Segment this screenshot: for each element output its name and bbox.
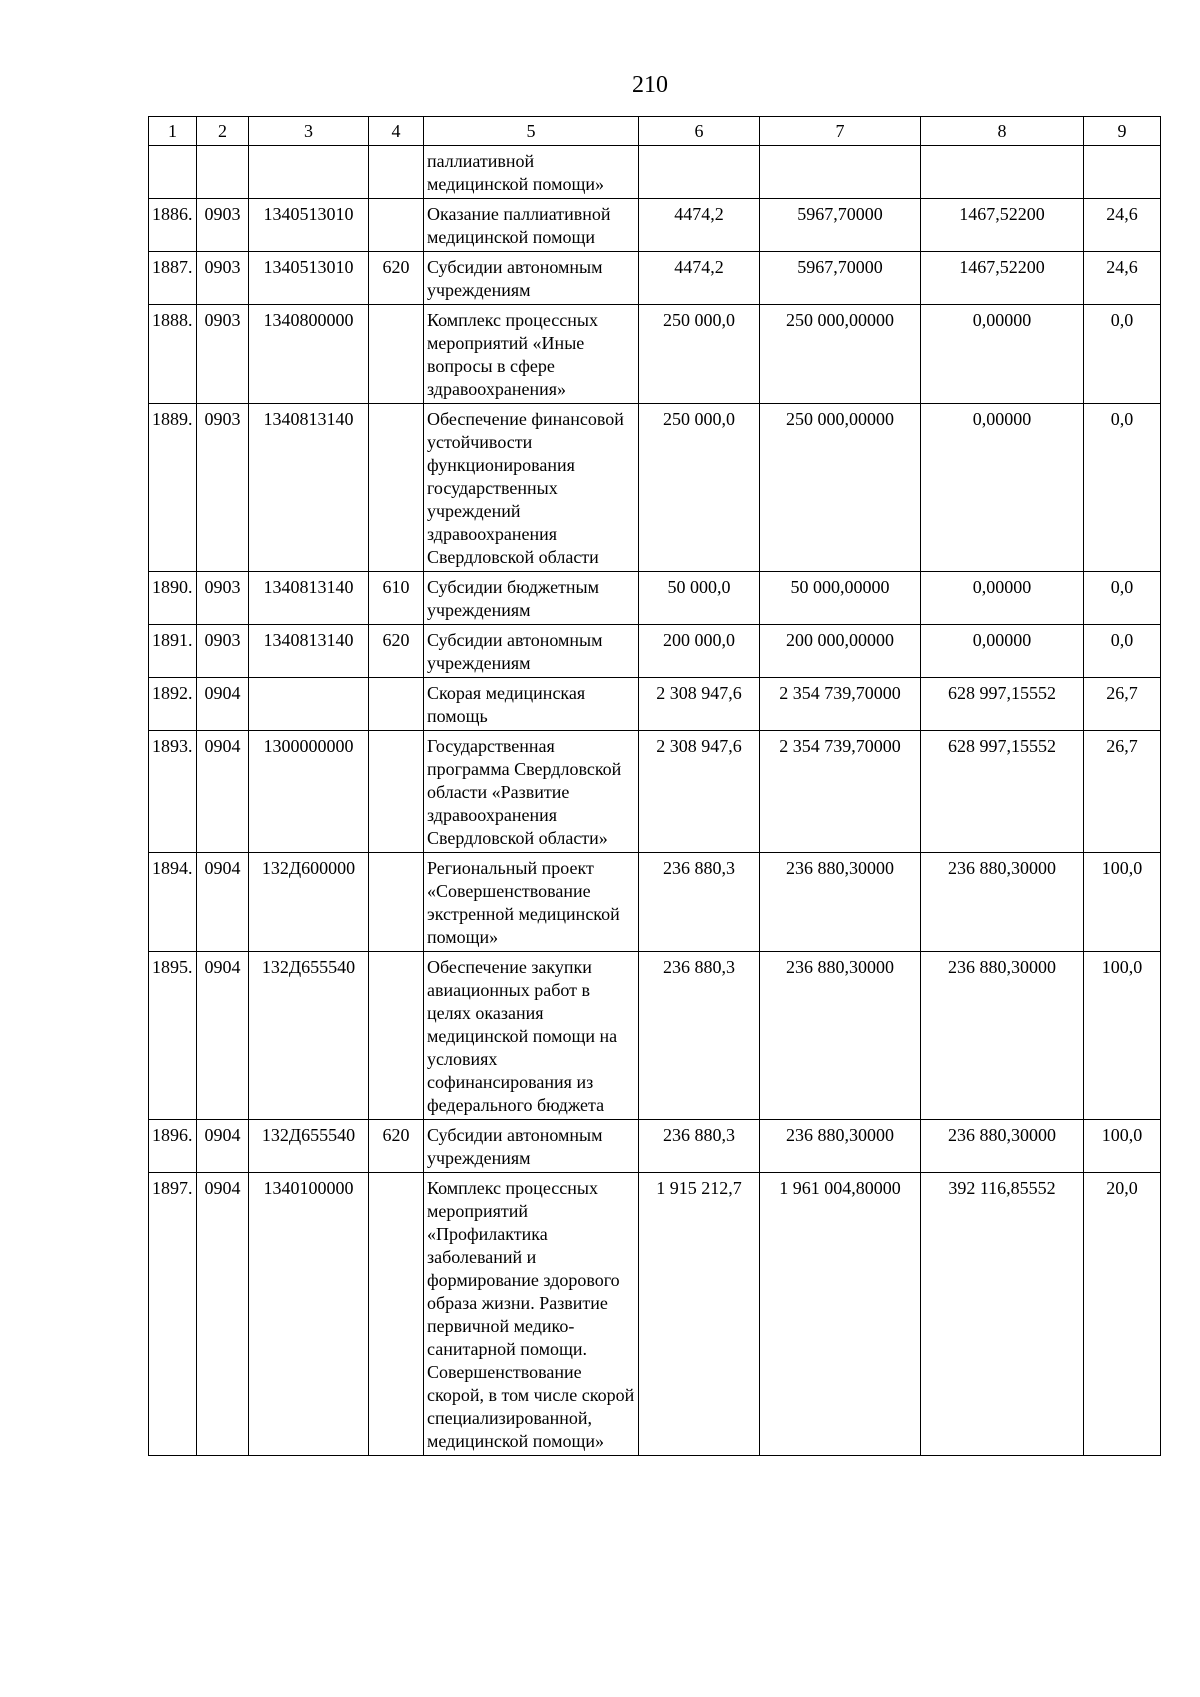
target-item-code-cell [249,146,369,199]
budget-list-amount-cell: 236 880,30000 [760,952,921,1120]
execution-percent-cell: 0,0 [1084,625,1161,678]
approved-amount-cell: 236 880,3 [639,853,760,952]
target-item-code-cell: 132Д655540 [249,1120,369,1173]
row-number-cell: 1896. [149,1120,197,1173]
section-code-cell: 0903 [197,572,249,625]
row-number-cell: 1893. [149,731,197,853]
header-cell-col-7: 7 [760,117,921,146]
approved-amount-cell: 250 000,0 [639,305,760,404]
header-cell-col-8: 8 [921,117,1084,146]
description-cell: Комплекс процессных мероприятий «Профилактика заболеваний и формирование здорового образа жизни. Развитие первичной медико-санитарной помощи. Совершенствование скорой, в том числе скорой специализированной, медицинской помощи» [424,1173,639,1456]
section-code-cell: 0904 [197,853,249,952]
table-row [149,1173,1161,1456]
executed-amount-cell: 0,00000 [921,404,1084,572]
executed-amount-cell: 0,00000 [921,305,1084,404]
target-item-code-cell [249,678,369,731]
description-cell: Субсидии автономным учреждениям [424,625,639,678]
approved-amount-cell [639,146,760,199]
target-item-code-cell: 1340813140 [249,625,369,678]
execution-percent-cell: 0,0 [1084,305,1161,404]
row-number-cell: 1892. [149,678,197,731]
header-cell-col-9: 9 [1084,117,1161,146]
execution-percent-cell: 100,0 [1084,952,1161,1120]
description-cell: Скорая медицинская помощь [424,678,639,731]
header-cell-col-2: 2 [197,117,249,146]
header-cell-col-4: 4 [369,117,424,146]
target-item-code-cell: 132Д655540 [249,952,369,1120]
executed-amount-cell: 236 880,30000 [921,853,1084,952]
expense-type-code-cell [369,952,424,1120]
description-cell: Субсидии бюджетным учреждениям [424,572,639,625]
approved-amount-cell: 4474,2 [639,199,760,252]
target-item-code-cell: 132Д600000 [249,853,369,952]
table-row [149,625,1161,678]
header-cell-col-5: 5 [424,117,639,146]
target-item-code-cell: 1340513010 [249,199,369,252]
header-row [149,117,1161,146]
approved-amount-cell: 2 308 947,6 [639,678,760,731]
expense-type-code-cell [369,1173,424,1456]
executed-amount-cell: 236 880,30000 [921,952,1084,1120]
approved-amount-cell: 2 308 947,6 [639,731,760,853]
row-number-cell: 1894. [149,853,197,952]
budget-list-amount-cell: 236 880,30000 [760,1120,921,1173]
section-code-cell: 0903 [197,404,249,572]
budget-list-amount-cell: 5967,70000 [760,199,921,252]
execution-percent-cell: 100,0 [1084,1120,1161,1173]
budget-list-amount-cell: 5967,70000 [760,252,921,305]
executed-amount-cell: 628 997,15552 [921,678,1084,731]
execution-percent-cell: 0,0 [1084,404,1161,572]
row-number-cell [149,146,197,199]
execution-percent-cell: 26,7 [1084,678,1161,731]
target-item-code-cell: 1340800000 [249,305,369,404]
execution-percent-cell: 100,0 [1084,853,1161,952]
target-item-code-cell: 1340100000 [249,1173,369,1456]
row-number-cell: 1887. [149,252,197,305]
table-row [149,305,1161,404]
expense-type-code-cell: 620 [369,252,424,305]
approved-amount-cell: 236 880,3 [639,1120,760,1173]
expense-type-code-cell [369,199,424,252]
page-number: 210 [632,72,668,98]
target-item-code-cell: 1340513010 [249,252,369,305]
budget-table [148,116,1161,1456]
budget-list-amount-cell [760,146,921,199]
budget-list-amount-cell: 200 000,00000 [760,625,921,678]
executed-amount-cell: 0,00000 [921,572,1084,625]
approved-amount-cell: 50 000,0 [639,572,760,625]
executed-amount-cell: 628 997,15552 [921,731,1084,853]
budget-list-amount-cell: 2 354 739,70000 [760,731,921,853]
target-item-code-cell: 1340813140 [249,404,369,572]
expense-type-code-cell: 620 [369,625,424,678]
section-code-cell [197,146,249,199]
description-cell: Обеспечение финансовой устойчивости функционирования государственных учреждений здравоохранения Свердловской области [424,404,639,572]
description-cell: паллиативной медицинской помощи» [424,146,639,199]
row-number-cell: 1888. [149,305,197,404]
header-cell-col-1: 1 [149,117,197,146]
table-row [149,731,1161,853]
executed-amount-cell: 236 880,30000 [921,1120,1084,1173]
description-cell: Оказание паллиативной медицинской помощи [424,199,639,252]
budget-list-amount-cell: 1 961 004,80000 [760,1173,921,1456]
executed-amount-cell: 392 116,85552 [921,1173,1084,1456]
table-row [149,146,1161,199]
executed-amount-cell: 1467,52200 [921,252,1084,305]
section-code-cell: 0904 [197,952,249,1120]
section-code-cell: 0903 [197,252,249,305]
section-code-cell: 0904 [197,1120,249,1173]
row-number-cell: 1890. [149,572,197,625]
table-row [149,678,1161,731]
section-code-cell: 0904 [197,678,249,731]
expense-type-code-cell: 620 [369,1120,424,1173]
approved-amount-cell: 200 000,0 [639,625,760,678]
budget-list-amount-cell: 236 880,30000 [760,853,921,952]
table-row [149,1120,1161,1173]
table-body [149,146,1161,1456]
section-code-cell: 0904 [197,731,249,853]
row-number-cell: 1895. [149,952,197,1120]
section-code-cell: 0903 [197,625,249,678]
budget-list-amount-cell: 2 354 739,70000 [760,678,921,731]
executed-amount-cell: 0,00000 [921,625,1084,678]
target-item-code-cell: 1340813140 [249,572,369,625]
section-code-cell: 0904 [197,1173,249,1456]
description-cell: Комплекс процессных мероприятий «Иные вопросы в сфере здравоохранения» [424,305,639,404]
row-number-cell: 1897. [149,1173,197,1456]
description-cell: Субсидии автономным учреждениям [424,252,639,305]
approved-amount-cell: 1 915 212,7 [639,1173,760,1456]
table-row [149,952,1161,1120]
table-row [149,853,1161,952]
expense-type-code-cell [369,678,424,731]
execution-percent-cell: 20,0 [1084,1173,1161,1456]
expense-type-code-cell [369,731,424,853]
header-cell-col-3: 3 [249,117,369,146]
approved-amount-cell: 250 000,0 [639,404,760,572]
table-row [149,252,1161,305]
description-cell: Региональный проект «Совершенствование экстренной медицинской помощи» [424,853,639,952]
expense-type-code-cell [369,305,424,404]
row-number-cell: 1889. [149,404,197,572]
table-row [149,404,1161,572]
section-code-cell: 0903 [197,199,249,252]
description-cell: Субсидии автономным учреждениям [424,1120,639,1173]
execution-percent-cell: 26,7 [1084,731,1161,853]
description-cell: Государственная программа Свердловской области «Развитие здравоохранения Свердловской области» [424,731,639,853]
description-cell: Обеспечение закупки авиационных работ в целях оказания медицинской помощи на условиях софинансирования из федерального бюджета [424,952,639,1120]
execution-percent-cell: 24,6 [1084,199,1161,252]
table-row [149,199,1161,252]
target-item-code-cell: 1300000000 [249,731,369,853]
executed-amount-cell: 1467,52200 [921,199,1084,252]
row-number-cell: 1891. [149,625,197,678]
table-row [149,572,1161,625]
budget-list-amount-cell: 50 000,00000 [760,572,921,625]
section-code-cell: 0903 [197,305,249,404]
execution-percent-cell: 0,0 [1084,572,1161,625]
expense-type-code-cell [369,146,424,199]
row-number-cell: 1886. [149,199,197,252]
header-cell-col-6: 6 [639,117,760,146]
approved-amount-cell: 4474,2 [639,252,760,305]
approved-amount-cell: 236 880,3 [639,952,760,1120]
expense-type-code-cell [369,853,424,952]
expense-type-code-cell: 610 [369,572,424,625]
budget-list-amount-cell: 250 000,00000 [760,404,921,572]
budget-list-amount-cell: 250 000,00000 [760,305,921,404]
expense-type-code-cell [369,404,424,572]
executed-amount-cell [921,146,1084,199]
execution-percent-cell: 24,6 [1084,252,1161,305]
execution-percent-cell [1084,146,1161,199]
